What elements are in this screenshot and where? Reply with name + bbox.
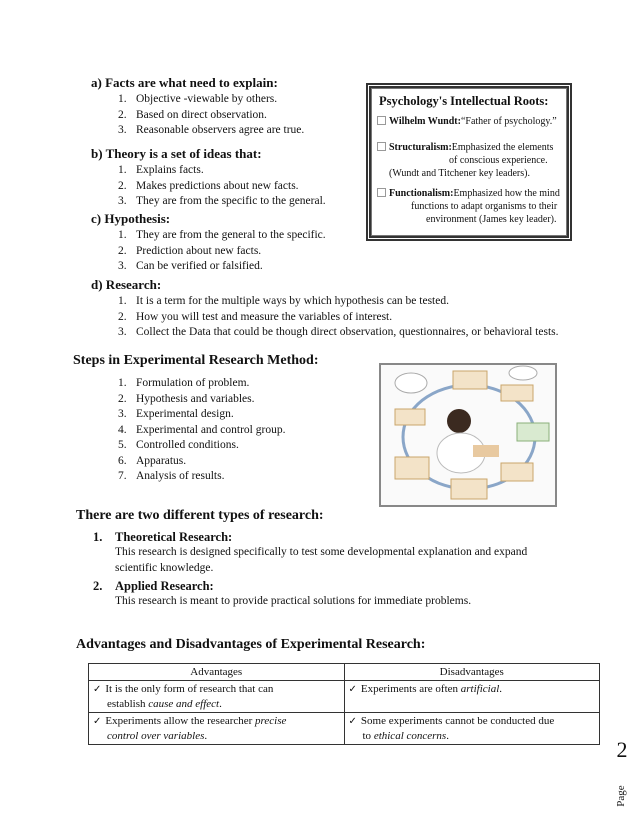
- root-entry: Functionalism:Emphasized how the mind: [377, 187, 567, 200]
- steps-heading: Steps in Experimental Research Method:: [73, 353, 319, 368]
- root-entry: Structuralism:Emphasized the elements: [377, 141, 567, 154]
- list-item: 2. Hypothesis and variables.: [118, 392, 255, 405]
- list-item: 7. Analysis of results.: [118, 470, 225, 482]
- square-bullet-icon: [377, 116, 386, 125]
- list-item: 2. Based on direct observation.: [118, 108, 267, 121]
- cycle-diagram-icon: [381, 365, 555, 505]
- table-row: [89, 681, 600, 713]
- box-title: Psychology's Intellectual Roots:: [379, 94, 549, 108]
- list-item: 6. Apparatus.: [118, 454, 187, 467]
- column-header: Advantages: [89, 664, 345, 681]
- intellectual-roots-box: [366, 83, 572, 241]
- section-heading: d) Research:: [91, 277, 162, 292]
- section-heading: a) Facts are what need to explain:: [91, 75, 278, 90]
- list-item: 3. Reasonable observers agree are true.: [118, 124, 305, 136]
- list-item: 1. They are from the general to the specific.: [118, 229, 326, 241]
- root-entry-cont: functions to adapt organisms to their: [411, 201, 558, 212]
- page-label: Page: [615, 785, 627, 807]
- checkmark-icon: ✓: [348, 684, 357, 695]
- list-item: 2. How you will test and measure the variables of interest.: [118, 310, 393, 323]
- table-cell: ✓ Experiments allow the researcher precise control over variables.: [89, 713, 345, 745]
- list-item: 1. Objective -viewable by others.: [118, 93, 278, 105]
- root-entry: Wilhelm Wundt:“Father of psychology.”: [377, 115, 567, 128]
- list-item: 3. They are from the specific to the general.: [118, 195, 326, 207]
- square-bullet-icon: [377, 188, 386, 197]
- list-item: 2. Prediction about new facts.: [118, 244, 262, 257]
- root-entry-cont: of conscious experience.: [449, 155, 548, 166]
- root-entry-cont: (Wundt and Titchener key leaders).: [389, 168, 530, 179]
- research-type-applied: 2. Applied Research: This research is meant to provide practical solutions for immediate problems.: [93, 579, 472, 607]
- section-research: [91, 277, 611, 341]
- page-number: [611, 737, 633, 763]
- advantages-heading: Advantages and Disadvantages of Experimental Research:: [76, 637, 426, 652]
- checkmark-icon: ✓: [348, 716, 357, 727]
- list-item: 1. Formulation of problem.: [118, 377, 250, 389]
- steps-list: [118, 376, 358, 485]
- section-heading: b) Theory is a set of ideas that:: [91, 146, 262, 161]
- advantages-table: [88, 663, 600, 745]
- table-header-row: [89, 664, 600, 681]
- column-header: Disadvantages: [344, 664, 600, 681]
- checkmark-icon: ✓: [93, 684, 102, 695]
- table-cell: ✓ It is the only form of research that can establish cause and effect.: [89, 681, 345, 713]
- root-entry-cont: environment (James key leader).: [426, 214, 557, 225]
- list-item: 3. Can be verified or falsified.: [118, 260, 263, 272]
- list-item: 4. Experimental and control group.: [118, 423, 286, 436]
- research-type-theoretical: 1. Theoretical Research: This research is designed specifically to test some developmental explanation and expand scientific knowledge.: [93, 530, 528, 574]
- table-row: [89, 713, 600, 745]
- list-item: 3. Collect the Data that could be though direct observation, questionnaires, or behavioral tests.: [118, 326, 559, 338]
- list-item: 1. It is a term for the multiple ways by which hypothesis can be tested.: [118, 295, 449, 307]
- page-number-value: 2: [616, 737, 628, 762]
- checkmark-icon: ✓: [93, 716, 102, 727]
- section-hypothesis: [91, 211, 381, 275]
- table-cell: ✓ Experiments are often artificial.: [344, 681, 600, 713]
- list-item: 5. Controlled conditions.: [118, 439, 239, 451]
- section-theory: [91, 146, 381, 210]
- section-facts: [91, 75, 381, 139]
- list-item: 3. Experimental design.: [118, 408, 234, 420]
- types-heading: There are two different types of research:: [76, 508, 324, 523]
- square-bullet-icon: [377, 142, 386, 151]
- list-item: 1. Explains facts.: [118, 164, 204, 176]
- section-heading: c) Hypothesis:: [91, 211, 171, 226]
- scientific-method-illustration: [379, 363, 557, 507]
- list-item: 2. Makes predictions about new facts.: [118, 179, 299, 192]
- table-cell: ✓ Some experiments cannot be conducted due to ethical concerns.: [344, 713, 600, 745]
